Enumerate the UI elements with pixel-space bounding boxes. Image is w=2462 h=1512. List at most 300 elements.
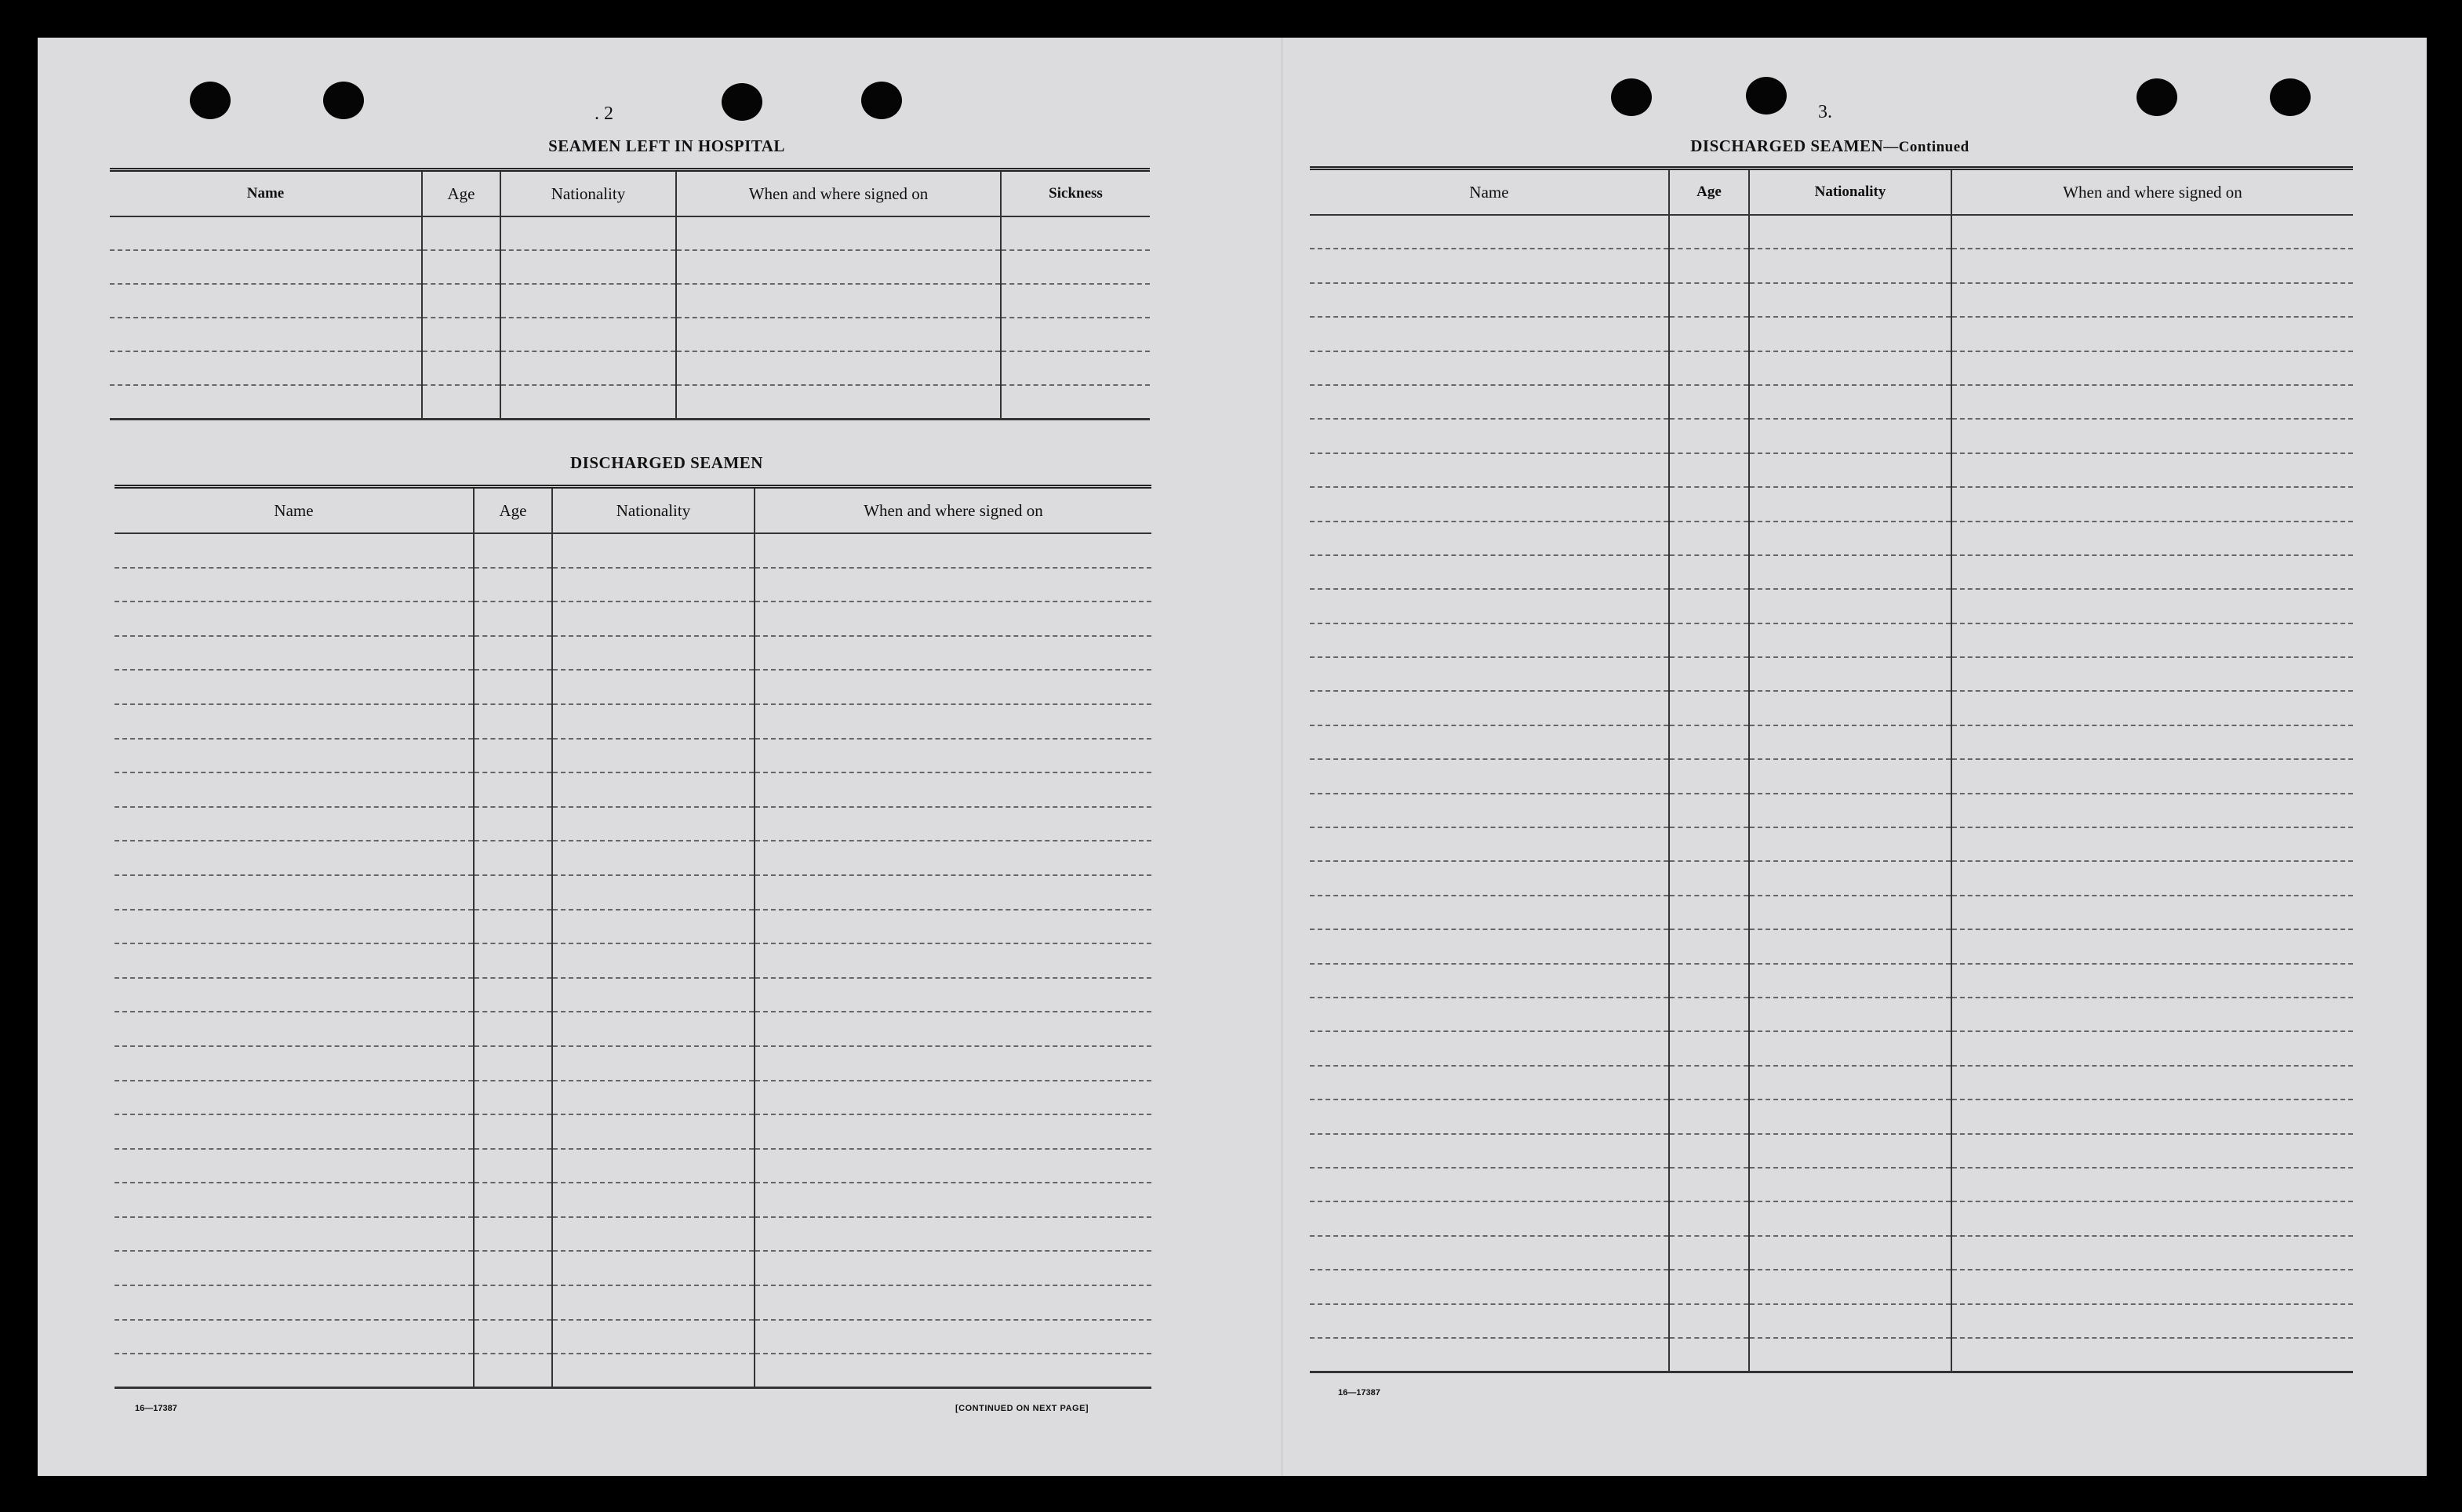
blank-cell: [1749, 691, 1951, 725]
blank-cell: [755, 1046, 1151, 1081]
table-row: [110, 385, 1150, 419]
table-row: [1310, 929, 2353, 963]
blank-cell: [500, 385, 676, 419]
table-row: [1310, 1270, 2353, 1303]
blank-cell: [1951, 759, 2353, 793]
blank-cell: [1749, 1066, 1951, 1099]
blank-cell: [1669, 623, 1749, 657]
continued-note: [CONTINUED ON NEXT PAGE]: [955, 1404, 1089, 1413]
blank-cell: [1310, 1236, 1669, 1270]
discharged-continued-title: [1308, 136, 2351, 156]
blank-cell: [1310, 1134, 1669, 1168]
blank-cell: [1669, 1201, 1749, 1235]
blank-cell: [474, 807, 552, 841]
blank-cell: [474, 670, 552, 704]
column-header-signed-on: When and where signed on: [1951, 169, 2353, 216]
blank-cell: [1310, 964, 1669, 998]
blank-cell: [1669, 998, 1749, 1031]
table-row: [115, 1081, 1151, 1115]
blank-cell: [552, 1012, 755, 1046]
blank-cell: [474, 704, 552, 739]
blank-cell: [552, 533, 755, 568]
column-header-age: Age: [474, 487, 552, 534]
blank-cell: [1310, 998, 1669, 1031]
column-header-nationality: Nationality: [552, 487, 755, 534]
blank-cell: [1951, 317, 2353, 351]
column-header-signed-on: When and where signed on: [755, 487, 1151, 534]
discharged-table: [115, 485, 1151, 1389]
blank-cell: [1749, 827, 1951, 861]
blank-cell: [1310, 691, 1669, 725]
blank-cell: [1951, 929, 2353, 963]
blank-cell: [1749, 589, 1951, 623]
form-code-left: 16—17387: [135, 1404, 177, 1413]
page-number-left: . 2: [595, 104, 613, 124]
blank-cell: [552, 568, 755, 602]
blank-cell: [1310, 283, 1669, 317]
blank-cell: [1951, 998, 2353, 1031]
blank-cell: [1749, 351, 1951, 385]
blank-cell: [115, 1354, 474, 1388]
blank-cell: [474, 1114, 552, 1149]
blank-cell: [474, 910, 552, 944]
table-row: [110, 351, 1150, 385]
blank-cell: [500, 351, 676, 385]
table-row: [1310, 1066, 2353, 1099]
table-row: [115, 670, 1151, 704]
blank-cell: [1310, 453, 1669, 487]
blank-cell: [474, 1149, 552, 1183]
blank-cell: [1310, 1304, 1669, 1338]
table-row: [1310, 861, 2353, 895]
blank-cell: [552, 704, 755, 739]
column-header-age: Age: [1669, 169, 1749, 216]
column-header-name: Name: [1310, 169, 1669, 216]
continued-suffix: —Continued: [1883, 139, 1969, 155]
blank-cell: [1310, 589, 1669, 623]
blank-cell: [500, 284, 676, 318]
table-row: [115, 1046, 1151, 1081]
hospital-section-title: SEAMEN LEFT IN HOSPITAL: [548, 136, 785, 155]
table-row: [1310, 725, 2353, 759]
blank-cell: [1951, 623, 2353, 657]
table-row: [1310, 1031, 2353, 1065]
blank-cell: [422, 351, 500, 385]
punch-hole: [722, 83, 762, 121]
blank-cell: [1669, 487, 1749, 521]
column-header-age: Age: [422, 170, 500, 217]
blank-cell: [474, 1046, 552, 1081]
table-row: [115, 1217, 1151, 1252]
blank-cell: [552, 1149, 755, 1183]
blank-cell: [1669, 1270, 1749, 1303]
blank-cell: [1951, 725, 2353, 759]
blank-cell: [1310, 317, 1669, 351]
table-row: [1310, 249, 2353, 282]
blank-cell: [115, 772, 474, 807]
blank-cell: [1669, 657, 1749, 691]
blank-cell: [676, 250, 1001, 284]
blank-cell: [474, 1285, 552, 1320]
table-row: [115, 1114, 1151, 1149]
blank-cell: [1310, 1099, 1669, 1133]
blank-cell: [115, 978, 474, 1012]
blank-cell: [422, 216, 500, 250]
form-code-right: 16—17387: [1338, 1388, 1380, 1398]
punch-hole: [190, 82, 231, 119]
table-row: [1310, 794, 2353, 827]
blank-cell: [422, 385, 500, 419]
blank-cell: [1310, 623, 1669, 657]
blank-cell: [552, 636, 755, 671]
blank-cell: [115, 1046, 474, 1081]
blank-cell: [474, 841, 552, 875]
blank-cell: [1749, 1168, 1951, 1201]
blank-cell: [552, 1285, 755, 1320]
blank-cell: [110, 216, 422, 250]
blank-cell: [552, 1046, 755, 1081]
blank-cell: [115, 841, 474, 875]
blank-cell: [474, 1081, 552, 1115]
blank-cell: [474, 943, 552, 978]
blank-cell: [1951, 351, 2353, 385]
table-row: [110, 318, 1150, 351]
blank-cell: [474, 772, 552, 807]
table-row: [1310, 522, 2353, 555]
blank-cell: [676, 351, 1001, 385]
blank-cell: [474, 739, 552, 773]
table-row: [115, 568, 1151, 602]
blank-cell: [115, 533, 474, 568]
column-header-sickness: Sickness: [1001, 170, 1150, 217]
blank-cell: [676, 318, 1001, 351]
blank-cell: [474, 533, 552, 568]
blank-cell: [110, 318, 422, 351]
blank-cell: [110, 385, 422, 419]
blank-cell: [1310, 385, 1669, 419]
blank-cell: [1951, 1338, 2353, 1372]
blank-cell: [755, 910, 1151, 944]
blank-cell: [1310, 929, 1669, 963]
blank-cell: [552, 772, 755, 807]
blank-cell: [755, 807, 1151, 841]
table-row: [1310, 555, 2353, 589]
blank-cell: [1310, 419, 1669, 453]
blank-cell: [115, 602, 474, 636]
blank-cell: [1669, 1236, 1749, 1270]
blank-cell: [115, 1012, 474, 1046]
blank-cell: [676, 284, 1001, 318]
blank-cell: [755, 602, 1151, 636]
blank-cell: [1310, 896, 1669, 929]
blank-cell: [1310, 1338, 1669, 1372]
blank-cell: [474, 1217, 552, 1252]
blank-cell: [500, 250, 676, 284]
blank-cell: [115, 1320, 474, 1354]
punch-hole: [2137, 78, 2177, 116]
blank-cell: [552, 1114, 755, 1149]
blank-cell: [1749, 1304, 1951, 1338]
blank-cell: [110, 284, 422, 318]
blank-cell: [422, 250, 500, 284]
blank-cell: [115, 1114, 474, 1149]
blank-cell: [1749, 215, 1951, 249]
table-row: [1310, 1338, 2353, 1372]
punch-hole: [1611, 78, 1652, 116]
blank-cell: [1669, 929, 1749, 963]
blank-cell: [1669, 589, 1749, 623]
blank-cell: [1951, 657, 2353, 691]
table-row: [115, 807, 1151, 841]
page-number-right: 3.: [1818, 102, 1832, 122]
table-row: [1310, 896, 2353, 929]
blank-cell: [474, 1012, 552, 1046]
blank-cell: [552, 807, 755, 841]
table-row: [115, 636, 1151, 671]
blank-cell: [115, 636, 474, 671]
blank-cell: [1951, 896, 2353, 929]
blank-cell: [755, 739, 1151, 773]
table-row: [110, 284, 1150, 318]
blank-cell: [552, 739, 755, 773]
blank-cell: [1310, 1168, 1669, 1201]
blank-cell: [755, 533, 1151, 568]
blank-cell: [755, 1217, 1151, 1252]
table-row: [1310, 759, 2353, 793]
blank-cell: [1951, 215, 2353, 249]
blank-cell: [1749, 1134, 1951, 1168]
blank-cell: [110, 250, 422, 284]
blank-cell: [1749, 487, 1951, 521]
table-row: [1310, 827, 2353, 861]
hospital-table: [110, 168, 1150, 420]
blank-cell: [1749, 896, 1951, 929]
blank-cell: [552, 978, 755, 1012]
blank-cell: [755, 943, 1151, 978]
blank-cell: [474, 1183, 552, 1217]
blank-cell: [1951, 1236, 2353, 1270]
table-row: [1310, 1168, 2353, 1201]
blank-cell: [1749, 522, 1951, 555]
blank-cell: [1669, 419, 1749, 453]
table-row: [115, 602, 1151, 636]
blank-cell: [552, 875, 755, 910]
table-row: [1310, 1201, 2353, 1235]
table-row: [1310, 657, 2353, 691]
table-row: [110, 250, 1150, 284]
table-row: [1310, 283, 2353, 317]
blank-cell: [1310, 215, 1669, 249]
blank-cell: [1310, 827, 1669, 861]
blank-cell: [115, 1183, 474, 1217]
blank-cell: [755, 1149, 1151, 1183]
blank-cell: [755, 636, 1151, 671]
punch-hole: [1746, 77, 1787, 114]
blank-cell: [115, 910, 474, 944]
blank-cell: [1951, 419, 2353, 453]
blank-cell: [1749, 929, 1951, 963]
blank-cell: [1749, 555, 1951, 589]
blank-cell: [115, 943, 474, 978]
blank-cell: [1749, 964, 1951, 998]
blank-cell: [1669, 522, 1749, 555]
blank-cell: [1951, 1168, 2353, 1201]
blank-cell: [500, 216, 676, 250]
blank-cell: [1749, 453, 1951, 487]
table-row: [115, 739, 1151, 773]
blank-cell: [1669, 1168, 1749, 1201]
blank-cell: [115, 670, 474, 704]
blank-cell: [1951, 1031, 2353, 1065]
blank-cell: [1310, 487, 1669, 521]
blank-cell: [1310, 794, 1669, 827]
blank-cell: [1001, 385, 1150, 419]
blank-cell: [1669, 1304, 1749, 1338]
form-sheet: [38, 38, 2427, 1476]
blank-cell: [755, 772, 1151, 807]
blank-cell: [552, 943, 755, 978]
blank-cell: [1749, 1236, 1951, 1270]
blank-cell: [755, 704, 1151, 739]
table-row: [1310, 1236, 2353, 1270]
blank-cell: [1951, 1099, 2353, 1133]
blank-cell: [1310, 555, 1669, 589]
blank-cell: [1669, 555, 1749, 589]
table-row: [115, 875, 1151, 910]
blank-cell: [1001, 216, 1150, 250]
blank-cell: [552, 1081, 755, 1115]
blank-cell: [1669, 896, 1749, 929]
blank-cell: [1749, 861, 1951, 895]
blank-cell: [1749, 657, 1951, 691]
blank-cell: [1669, 317, 1749, 351]
blank-cell: [474, 1251, 552, 1285]
blank-cell: [110, 351, 422, 385]
blank-cell: [1951, 522, 2353, 555]
blank-cell: [1669, 1066, 1749, 1099]
table-row: [1310, 1099, 2353, 1133]
blank-cell: [1669, 759, 1749, 793]
blank-cell: [1749, 317, 1951, 351]
table-row: [1310, 487, 2353, 521]
table-row: [1310, 1304, 2353, 1338]
blank-cell: [1001, 351, 1150, 385]
blank-cell: [1669, 351, 1749, 385]
blank-cell: [1749, 1270, 1951, 1303]
blank-cell: [1310, 657, 1669, 691]
blank-cell: [1951, 555, 2353, 589]
table-row: [1310, 317, 2353, 351]
table-row: [115, 772, 1151, 807]
blank-cell: [1749, 794, 1951, 827]
punch-hole: [861, 82, 902, 119]
blank-cell: [115, 704, 474, 739]
blank-cell: [1669, 1031, 1749, 1065]
blank-cell: [1669, 283, 1749, 317]
blank-cell: [1951, 385, 2353, 419]
blank-cell: [1669, 861, 1749, 895]
blank-cell: [1951, 691, 2353, 725]
blank-cell: [1951, 453, 2353, 487]
blank-cell: [1669, 964, 1749, 998]
table-row: [115, 1012, 1151, 1046]
blank-cell: [755, 670, 1151, 704]
blank-cell: [1669, 385, 1749, 419]
blank-cell: [1310, 861, 1669, 895]
column-header-name: Name: [115, 487, 474, 534]
blank-cell: [115, 1149, 474, 1183]
blank-cell: [1310, 522, 1669, 555]
blank-cell: [1951, 589, 2353, 623]
table-row: [115, 1285, 1151, 1320]
column-header-signed-on: When and where signed on: [676, 170, 1001, 217]
blank-cell: [115, 1251, 474, 1285]
blank-cell: [755, 978, 1151, 1012]
blank-cell: [1749, 1201, 1951, 1235]
table-row: [115, 1251, 1151, 1285]
blank-cell: [1669, 691, 1749, 725]
blank-cell: [755, 875, 1151, 910]
table-row: [115, 1354, 1151, 1388]
blank-cell: [1749, 283, 1951, 317]
blank-cell: [422, 318, 500, 351]
table-row: [115, 910, 1151, 944]
blank-cell: [1749, 419, 1951, 453]
blank-cell: [1951, 1201, 2353, 1235]
table-row: [115, 841, 1151, 875]
discharged-section-title: DISCHARGED SEAMEN: [570, 453, 763, 472]
blank-cell: [115, 1285, 474, 1320]
blank-cell: [500, 318, 676, 351]
blank-cell: [1951, 964, 2353, 998]
blank-cell: [1749, 759, 1951, 793]
discharged-continued-title-main: DISCHARGED SEAMEN: [1690, 136, 1884, 155]
blank-cell: [115, 875, 474, 910]
blank-cell: [1310, 1066, 1669, 1099]
blank-cell: [1310, 725, 1669, 759]
blank-cell: [1951, 487, 2353, 521]
blank-cell: [755, 1012, 1151, 1046]
blank-cell: [1669, 453, 1749, 487]
table-row: [115, 943, 1151, 978]
blank-cell: [755, 568, 1151, 602]
blank-cell: [474, 1320, 552, 1354]
column-header-nationality: Nationality: [1749, 169, 1951, 216]
blank-cell: [1951, 1066, 2353, 1099]
blank-cell: [755, 1320, 1151, 1354]
blank-cell: [115, 739, 474, 773]
blank-cell: [1951, 794, 2353, 827]
blank-cell: [1749, 249, 1951, 282]
table-row: [110, 216, 1150, 250]
blank-cell: [1669, 1134, 1749, 1168]
blank-cell: [552, 1320, 755, 1354]
table-row: [115, 1149, 1151, 1183]
blank-cell: [115, 1081, 474, 1115]
blank-cell: [676, 385, 1001, 419]
table-row: [1310, 589, 2353, 623]
blank-cell: [1749, 623, 1951, 657]
blank-cell: [552, 1217, 755, 1252]
blank-cell: [755, 1354, 1151, 1388]
blank-cell: [552, 1183, 755, 1217]
blank-cell: [1951, 1270, 2353, 1303]
table-row: [1310, 351, 2353, 385]
blank-cell: [1310, 759, 1669, 793]
blank-cell: [552, 602, 755, 636]
blank-cell: [1951, 283, 2353, 317]
blank-cell: [474, 875, 552, 910]
